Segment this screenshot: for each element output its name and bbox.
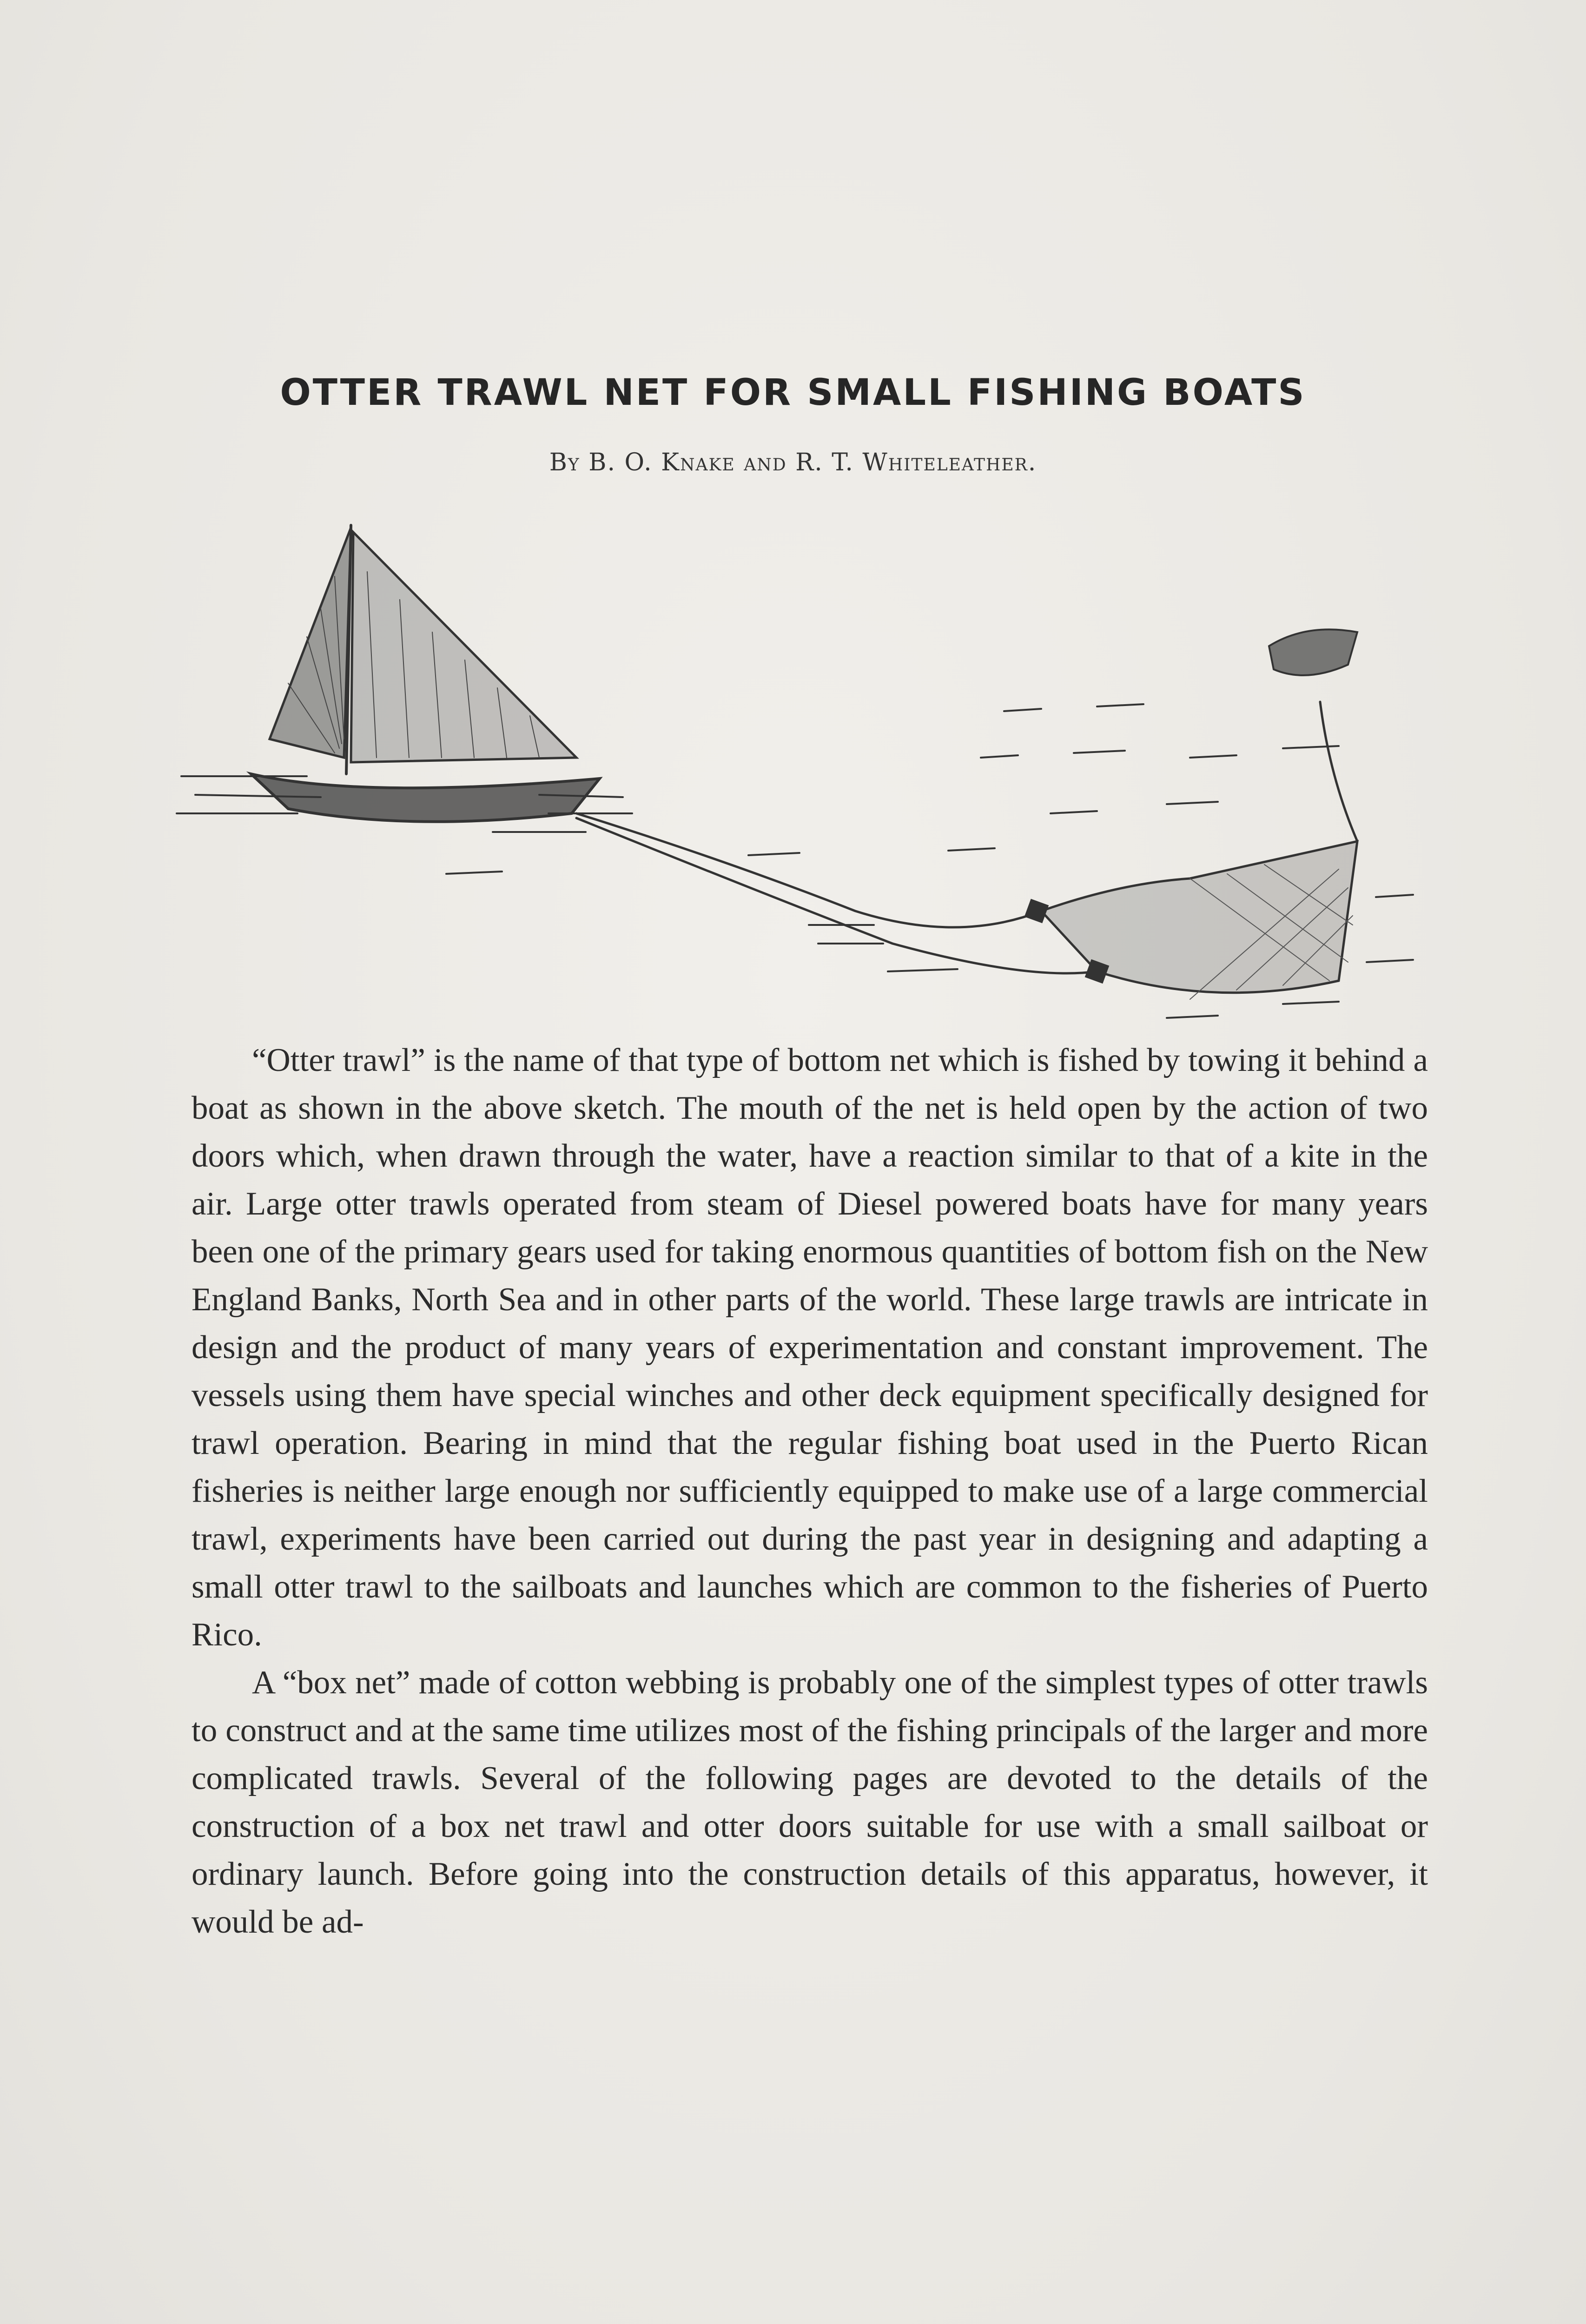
article-body: [192, 1037, 1428, 1946]
tow-warp-lines: [576, 813, 1097, 973]
article-byline: By B. O. Knake and R. T. Whiteleather.: [549, 449, 1037, 476]
paragraph-2: A “box net” made of cotton webbing is probably one of the simplest types of otter trawls to construct and at the same time utilizes most of the fishing principals of the larger and more complicated trawls. Several of the following pages are devoted to the details of the construction of a box net trawl and otter doors suitable for use with a small sailboat or ordinary launch. Before going into the construction details of this apparatus, however, it would be ad-: [192, 1664, 1428, 1940]
article-title: OTTER TRAWL NET FOR SMALL FISHING BOATS: [280, 372, 1306, 414]
paragraph-1: “Otter trawl” is the name of that type of bottom net which is fished by towing it behind a boat as shown in the above sketch. The mouth of the net is held open by the action of two doors which, when drawn through the water, have a reaction similar to that of a kite in the air. Large otter trawls operated from steam of Diesel powered boats have for many years been one of the primary gears used for taking enormous quantities of bottom fish on the New England Banks, North Sea and in other parts of the world. These large trawls are intricate in design and the product of many years of experimentation and constant improvement. The vessels using them have special winches and other deck equipment specifically designed for trawl operation. Bearing in mind that the regular fishing boat used in the Puerto Rican fisheries is neither large enough nor sufficiently equipped to make use of a large commercial trawl, experiments have been carried out during the past year in designing and adapting a small otter trawl to the sailboats and launches which are common to the fisheries of Puerto Rico.: [192, 1042, 1428, 1653]
sailboat-illustration: [177, 525, 632, 832]
otter-trawl-sketch: [167, 516, 1432, 1037]
trawl-net-illustration: [1024, 629, 1357, 999]
